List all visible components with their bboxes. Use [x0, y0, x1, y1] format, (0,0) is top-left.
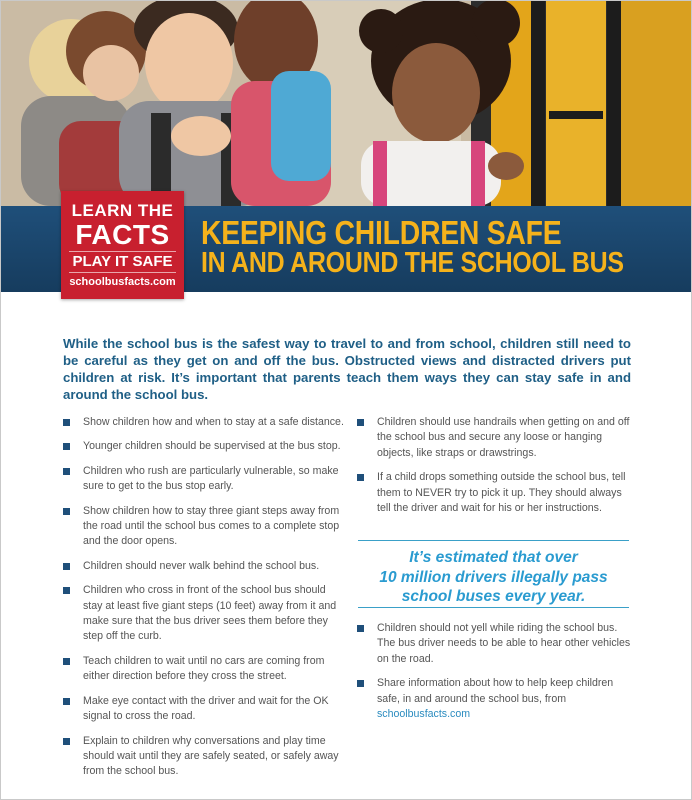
list-item-text: Children should not yell while riding the school bus. The bus driver needs to be able to hear other vehicles on the road.: [377, 622, 631, 665]
bullet-square-icon: [63, 468, 70, 475]
badge-line-2: FACTS: [75, 219, 170, 250]
page-title-line-2: IN AND AROUND THE SCHOOL BUS: [201, 247, 624, 279]
list-item: [357, 415, 633, 461]
learn-the-facts-badge: [61, 191, 184, 299]
bullet-square-icon: [63, 698, 70, 705]
bullet-square-icon: [63, 508, 70, 515]
bullet-square-icon: [63, 563, 70, 570]
list-item: [357, 676, 633, 722]
list-item-text: Make eye contact with the driver and wait for the OK signal to cross the road.: [83, 694, 329, 723]
list-item-text: Explain to children why conversations and play time should wait until they are safely seated, or safely away from the school bus.: [83, 734, 339, 778]
list-item-text: Teach children to wait until no cars are coming from either direction before they cross the street.: [83, 654, 325, 683]
badge-line-3: PLAY IT SAFE: [69, 251, 176, 273]
bullet-square-icon: [63, 443, 70, 450]
right-tips-list-bottom: [357, 621, 633, 731]
bullet-square-icon: [357, 474, 364, 481]
bullet-square-icon: [63, 587, 70, 594]
list-item-text: Show children how to stay three giant steps away from the road until the school bus comes to a complete stop and the door opens.: [83, 504, 340, 548]
hero-photo: [1, 1, 692, 206]
list-item: [63, 654, 345, 685]
bullet-square-icon: [357, 625, 364, 632]
list-item: [63, 464, 345, 495]
list-item: [63, 734, 345, 780]
list-item: [357, 470, 633, 516]
bullet-square-icon: [63, 419, 70, 426]
bullet-square-icon: [63, 738, 70, 745]
list-item-text: Younger children should be supervised at the bus stop.: [83, 440, 341, 453]
list-item: [63, 559, 345, 574]
list-item-text: Children should never walk behind the school bus.: [83, 559, 320, 572]
bullet-square-icon: [63, 658, 70, 665]
bullet-square-icon: [357, 680, 364, 687]
page-title-line-1: KEEPING CHILDREN SAFE: [201, 214, 562, 251]
page-title: [201, 214, 624, 279]
list-item: [63, 583, 345, 645]
list-item-text: If a child drops something outside the school bus, tell them to NEVER try to pick it up. They should always tell the driver and wait for his or her instructions.: [377, 471, 626, 515]
callout-line-1: It’s estimated that over: [409, 549, 578, 566]
list-item: [63, 439, 345, 454]
bullet-square-icon: [357, 419, 364, 426]
list-item-text: Show children how and when to stay at a safe distance.: [83, 416, 344, 428]
list-item: [357, 621, 633, 667]
callout-line-2: 10 million drivers illegally pass: [379, 568, 608, 586]
badge-website: schoolbusfacts.com: [69, 276, 176, 288]
list-item-text: Children who rush are particularly vulnerable, so make sure to get to the bus stop early.: [83, 464, 339, 493]
schoolbusfacts-link[interactable]: schoolbusfacts.com: [377, 708, 471, 721]
list-item: [63, 694, 345, 725]
list-item-text: Children should use handrails when getting on and off the school bus and secure any loose or hanging objects, like straps or drawstrings.: [377, 416, 630, 459]
list-item-text: Share information about how to help keep children safe, in and around the school bus, from: [377, 677, 614, 705]
badge-line-1: LEARN THE: [71, 201, 174, 220]
list-item-text: Children who cross in front of the school bus should stay at least five giant steps (10 feet) away from it and make sure that the bus driver sees them before they step off the curb.: [83, 584, 337, 643]
left-tips-list: [63, 415, 345, 789]
children-at-school-bus-image: [1, 1, 692, 206]
callout-line-3: school buses every year.: [401, 588, 586, 605]
intro-paragraph: While the school bus is the safest way to travel to and from school, children still need to be careful as they get on and off the bus. Obstructed views and distracted drivers put children at risk. It’s important that parents teach them ways they can stay safe in and around the school bus.: [63, 336, 631, 402]
right-tips-list-top: [357, 415, 633, 525]
list-item: [63, 415, 345, 430]
list-item: [63, 504, 345, 550]
statistic-callout: [358, 540, 629, 608]
